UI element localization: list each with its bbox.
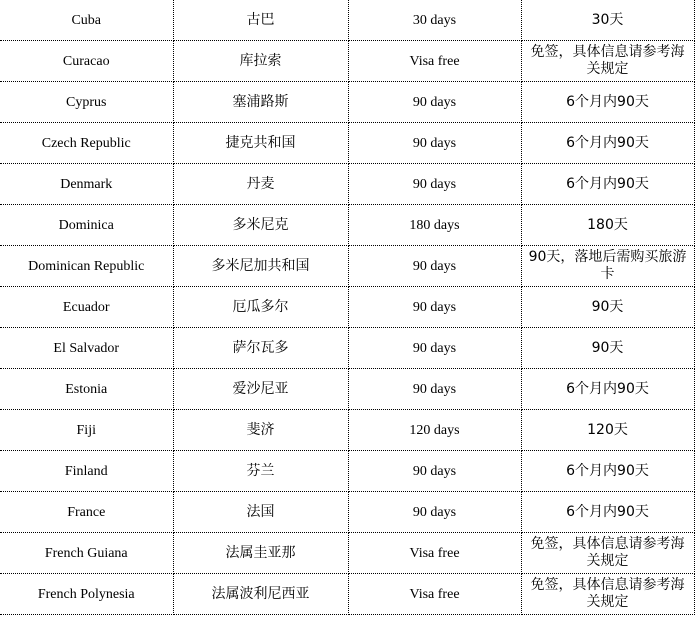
country-en-cell: Dominica (0, 205, 173, 246)
duration-zh-cell: 180天 (521, 205, 694, 246)
duration-zh-cell: 6个月内90天 (521, 123, 694, 164)
duration-en-cell: 90 days (348, 246, 521, 287)
duration-zh-cell: 90天 (521, 328, 694, 369)
country-en-cell: Finland (0, 451, 173, 492)
country-en-cell: Dominican Republic (0, 246, 173, 287)
country-en-cell: French Guiana (0, 533, 173, 574)
duration-en-cell: Visa free (348, 574, 521, 615)
country-zh-cell: 丹麦 (173, 164, 348, 205)
table-row (0, 123, 694, 164)
duration-zh-cell: 免签，具体信息请参考海关规定 (521, 533, 694, 574)
table-row (0, 328, 694, 369)
country-en-cell: Ecuador (0, 287, 173, 328)
duration-zh-cell: 30天 (521, 0, 694, 41)
table-row (0, 410, 694, 451)
table-row (0, 492, 694, 533)
country-zh-cell: 捷克共和国 (173, 123, 348, 164)
country-zh-cell: 爱沙尼亚 (173, 369, 348, 410)
country-zh-cell: 法属圭亚那 (173, 533, 348, 574)
duration-en-cell: 90 days (348, 369, 521, 410)
duration-zh-cell: 6个月内90天 (521, 164, 694, 205)
duration-zh-cell: 90天 (521, 287, 694, 328)
country-zh-cell: 古巴 (173, 0, 348, 41)
duration-en-cell: 180 days (348, 205, 521, 246)
duration-en-cell: 90 days (348, 451, 521, 492)
duration-zh-cell: 6个月内90天 (521, 492, 694, 533)
table-row (0, 246, 694, 287)
table-row (0, 287, 694, 328)
country-zh-cell: 多米尼加共和国 (173, 246, 348, 287)
country-zh-cell: 芬兰 (173, 451, 348, 492)
duration-en-cell: 30 days (348, 0, 521, 41)
country-en-cell: Cuba (0, 0, 173, 41)
duration-en-cell: 90 days (348, 287, 521, 328)
country-zh-cell: 厄瓜多尔 (173, 287, 348, 328)
country-en-cell: Cyprus (0, 82, 173, 123)
duration-en-cell: 90 days (348, 164, 521, 205)
country-zh-cell: 多米尼克 (173, 205, 348, 246)
table-row (0, 451, 694, 492)
table-row (0, 82, 694, 123)
duration-en-cell: 90 days (348, 82, 521, 123)
table-row (0, 369, 694, 410)
country-zh-cell: 法国 (173, 492, 348, 533)
table-row (0, 164, 694, 205)
country-en-cell: France (0, 492, 173, 533)
duration-en-cell: 90 days (348, 328, 521, 369)
duration-en-cell: 90 days (348, 123, 521, 164)
table-row (0, 533, 694, 574)
table-row (0, 205, 694, 246)
duration-zh-cell: 6个月内90天 (521, 369, 694, 410)
country-en-cell: El Salvador (0, 328, 173, 369)
table-row (0, 41, 694, 82)
country-en-cell: Denmark (0, 164, 173, 205)
country-zh-cell: 法属波利尼西亚 (173, 574, 348, 615)
country-en-cell: Fiji (0, 410, 173, 451)
country-en-cell: Czech Republic (0, 123, 173, 164)
duration-zh-cell: 免签，具体信息请参考海关规定 (521, 574, 694, 615)
duration-zh-cell: 120天 (521, 410, 694, 451)
duration-en-cell: Visa free (348, 41, 521, 82)
duration-zh-cell: 6个月内90天 (521, 451, 694, 492)
duration-en-cell: Visa free (348, 533, 521, 574)
country-en-cell: Curacao (0, 41, 173, 82)
country-zh-cell: 萨尔瓦多 (173, 328, 348, 369)
duration-en-cell: 120 days (348, 410, 521, 451)
table-row (0, 0, 694, 41)
country-en-cell: French Polynesia (0, 574, 173, 615)
country-zh-cell: 塞浦路斯 (173, 82, 348, 123)
country-zh-cell: 斐济 (173, 410, 348, 451)
table-row (0, 574, 694, 615)
duration-zh-cell: 90天，落地后需购买旅游卡 (521, 246, 694, 287)
duration-en-cell: 90 days (348, 492, 521, 533)
duration-zh-cell: 免签，具体信息请参考海关规定 (521, 41, 694, 82)
country-zh-cell: 库拉索 (173, 41, 348, 82)
duration-zh-cell: 6个月内90天 (521, 82, 694, 123)
country-en-cell: Estonia (0, 369, 173, 410)
